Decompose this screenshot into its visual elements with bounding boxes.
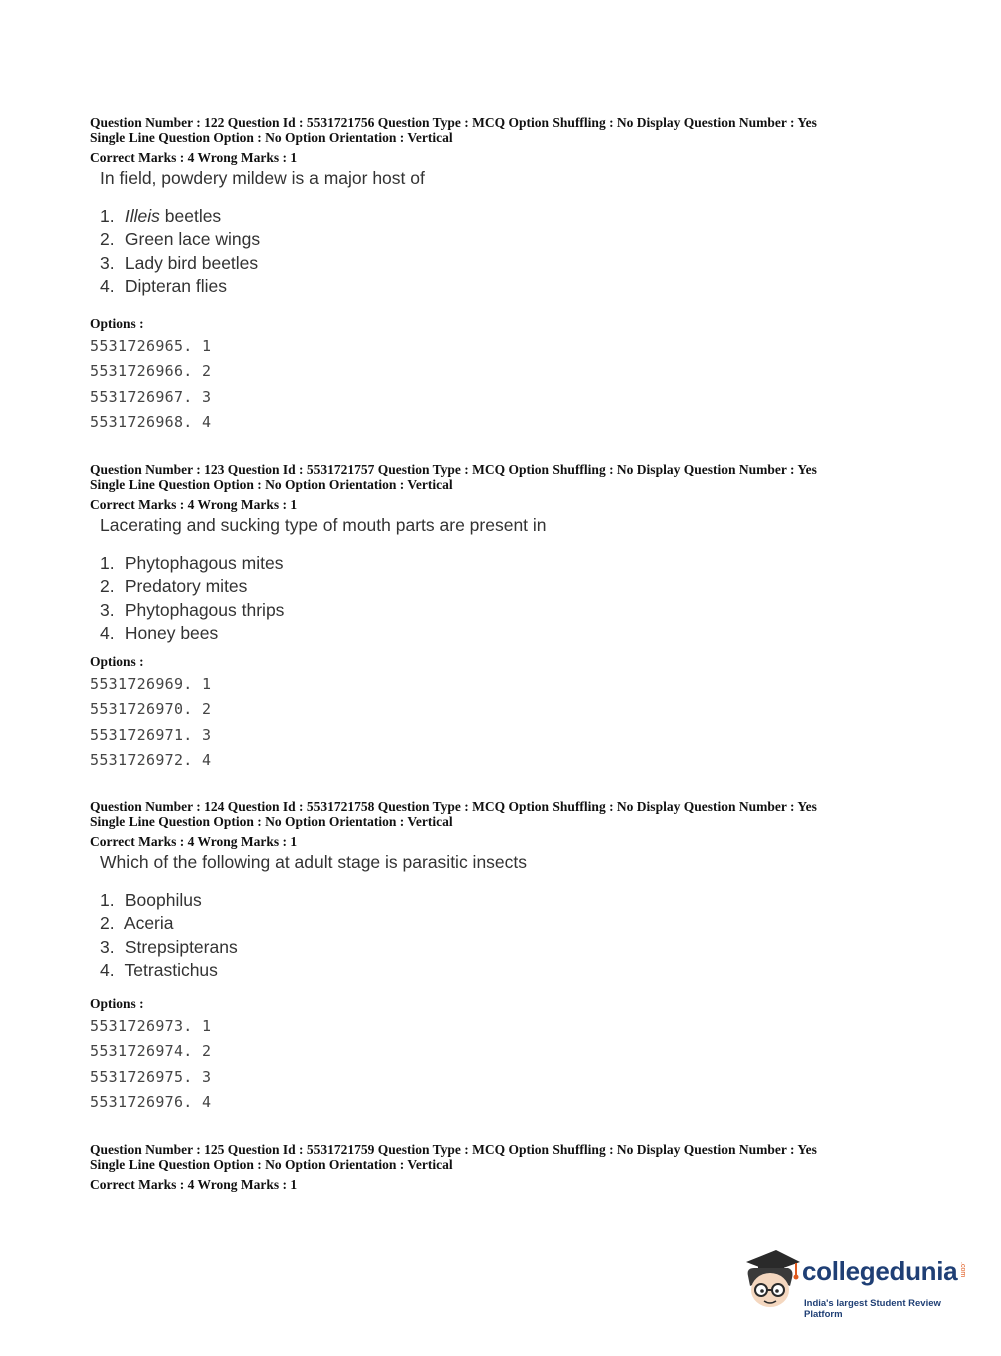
choice-text: Dipteran flies [124, 275, 228, 296]
question-meta-line2: Single Line Question Option : No Option Orientation : Vertical [90, 1157, 453, 1172]
choice-text: Tetrastichus [124, 959, 218, 980]
choice-text: Phytophagous thrips [124, 599, 285, 620]
choice-item [100, 912, 950, 935]
question-marks: Correct Marks : 4 Wrong Marks : 1 [90, 1177, 298, 1192]
question-block [90, 115, 950, 435]
question-text: Lacerating and sucking type of mouth parts are present in [100, 515, 547, 535]
logo-tagline: India's largest Student Review Platform [804, 1298, 941, 1320]
choice-number: 3. [100, 599, 115, 620]
option-id: 5531726965. 1 [90, 337, 212, 356]
choice-number: 1. [100, 553, 115, 573]
choice-list [100, 552, 950, 645]
choice-item [100, 575, 950, 598]
option-id: 5531726973. 1 [90, 1017, 212, 1036]
options-label: Options : [90, 316, 144, 332]
options-label: Options : [90, 996, 144, 1012]
question-meta-line2: Single Line Question Option : No Option Orientation : Vertical [90, 477, 453, 492]
question-block [90, 1142, 950, 1192]
option-id-list [90, 1014, 950, 1115]
choice-number: 1. [100, 890, 115, 910]
question-meta-line2: Single Line Question Option : No Option Orientation : Vertical [90, 130, 453, 145]
choice-text-suffix: beetles [159, 206, 222, 226]
mascot-icon [740, 1246, 802, 1312]
question-marks: Correct Marks : 4 Wrong Marks : 1 [90, 497, 298, 512]
choice-text: Predatory mites [124, 576, 248, 597]
question-meta-line1: Question Number : 125 Question Id : 5531721759 Question Type : MCQ Option Shuffling : No Display Question Number : Yes [90, 1142, 817, 1157]
option-id: 5531726968. 4 [90, 413, 212, 432]
collegedunia-logo [740, 1246, 970, 1320]
choice-number: 4. [100, 959, 115, 980]
question-meta-line1: Question Number : 122 Question Id : 5531721756 Question Type : MCQ Option Shuffling : No Display Question Number : Yes [90, 115, 817, 130]
question-marks: Correct Marks : 4 Wrong Marks : 1 [90, 834, 298, 849]
logo-wordmark: collegedunia [802, 1256, 958, 1286]
choice-text: Green lace wings [124, 229, 261, 250]
choice-text: Boophilus [124, 890, 202, 910]
question-marks: Correct Marks : 4 Wrong Marks : 1 [90, 150, 298, 165]
choice-item [100, 622, 950, 645]
option-id: 5531726975. 3 [90, 1067, 212, 1086]
choice-text: Phytophagous mites [124, 553, 284, 573]
option-id: 5531726966. 2 [90, 362, 212, 381]
choice-item [100, 205, 950, 228]
choice-text: Lady bird beetles [124, 252, 259, 273]
logo-com: .com [959, 1262, 966, 1278]
question-meta-line1: Question Number : 124 Question Id : 5531721758 Question Type : MCQ Option Shuffling : No Display Question Number : Yes [90, 799, 817, 814]
option-id: 5531726971. 3 [90, 725, 212, 744]
choice-item [100, 228, 950, 251]
option-id: 5531726976. 4 [90, 1093, 212, 1112]
choice-text: Honey bees [124, 622, 219, 643]
choice-item [100, 599, 950, 622]
options-label: Options : [90, 654, 144, 670]
choice-number: 3. [100, 252, 115, 273]
option-id: 5531726972. 4 [90, 751, 212, 770]
choice-list [100, 889, 950, 982]
question-text: In field, powdery mildew is a major host of [100, 168, 425, 188]
choice-text: Aceria [123, 913, 174, 934]
option-id: 5531726974. 2 [90, 1042, 212, 1061]
option-id: 5531726970. 2 [90, 700, 212, 719]
choice-number: 4. [100, 275, 115, 296]
question-block [90, 462, 950, 773]
choice-item [100, 936, 950, 959]
choice-number: 1. [100, 206, 115, 226]
choice-number: 2. [100, 229, 115, 250]
choice-item [100, 275, 950, 298]
choice-number: 4. [100, 622, 115, 643]
option-id: 5531726969. 1 [90, 675, 212, 694]
question-text: Which of the following at adult stage is parasitic insects [100, 852, 528, 872]
option-id-list [90, 334, 950, 435]
choice-text: Illeis [124, 206, 160, 226]
choice-list [100, 205, 950, 298]
question-meta-line1: Question Number : 123 Question Id : 5531721757 Question Type : MCQ Option Shuffling : No Display Question Number : Yes [90, 462, 817, 477]
choice-number: 2. [100, 576, 115, 597]
choice-item [100, 252, 950, 275]
question-meta-line2: Single Line Question Option : No Option Orientation : Vertical [90, 814, 453, 829]
choice-item [100, 552, 950, 575]
question-block [90, 799, 950, 1115]
choice-item [100, 889, 950, 912]
choice-item [100, 959, 950, 982]
option-id: 5531726967. 3 [90, 387, 212, 406]
choice-number: 3. [100, 936, 115, 957]
choice-text: Strepsipterans [124, 936, 238, 957]
option-id-list [90, 672, 950, 773]
choice-number: 2. [100, 913, 115, 934]
